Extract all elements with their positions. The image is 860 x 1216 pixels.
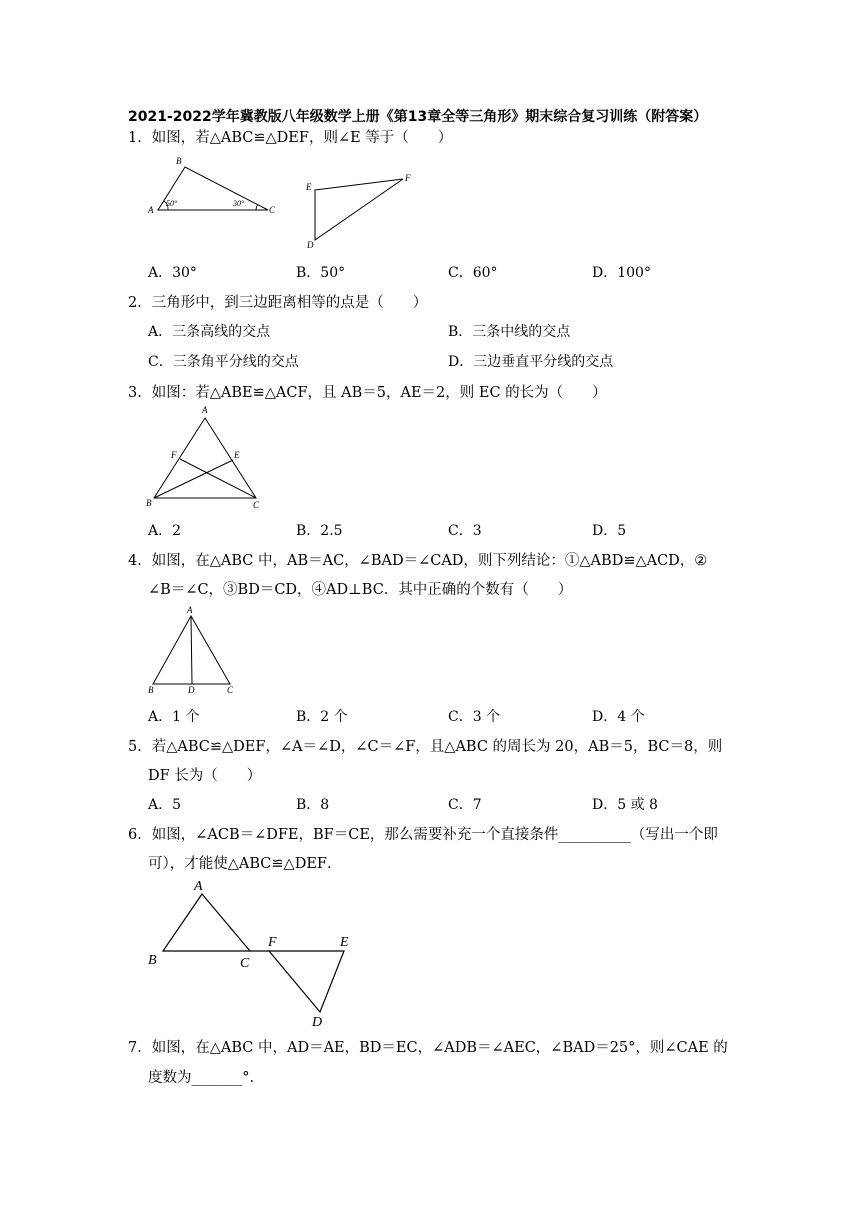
q3-option-b: B．2.5 [296,523,343,539]
q4-label-a: A [187,605,193,615]
q1-label-c: C [269,205,276,215]
q1-angle-a: 50° [166,199,178,208]
q4-option-d: D．4 个 [592,709,645,725]
q1-label-a: A [148,205,154,215]
q1-angle-c: 30° [233,199,245,208]
page-title: 2021-2022学年冀教版八年级数学上册《第13章全等三角形》期末综合复习训练（附答案） [128,109,708,125]
q3-option-c: C．3 [448,523,482,539]
question-4-figure [140,600,250,700]
q6-label-a: A [194,879,203,894]
question-5-stem-line-2: DF 长为（ ） [148,768,262,784]
question-1-figure [140,150,430,260]
q3-label-a: A [202,405,208,415]
q1-option-c: C．60° [448,265,498,281]
q3-label-c: C [253,500,260,510]
q6-label-e: E [340,935,349,950]
q4-label-b: B [148,685,154,695]
q3-option-d: D．5 [592,523,627,539]
q1-option-d: D．100° [592,265,651,281]
question-2-stem: 2．三角形中，到三边距离相等的点是（ ） [128,295,428,311]
q6-label-f: F [268,935,277,950]
question-5-stem-line-1: 5．若△ABC≌△DEF，∠A＝∠D，∠C＝∠F，且△ABC 的周长为 20，AB＝5，BC＝8，则 [128,739,723,755]
q4-label-d: D [188,685,195,695]
q4-label-c: C [227,685,234,695]
q5-option-d: D．5 或 8 [592,797,658,813]
q2-option-b: B．三条中线的交点 [448,324,571,340]
question-6-stem-line-1: 6．如图，∠ACB＝∠DFE，BF＝CE，那么需要补充一个直接条件__________（写出一个即 [128,827,718,843]
question-6-figure [140,872,370,1032]
q4-option-a: A．1 个 [148,709,200,725]
q1-option-a: A．30° [148,265,197,281]
q2-option-d: D．三边垂直平分线的交点 [448,354,614,370]
question-7-stem-line-2: 度数为_______°． [148,1070,264,1086]
q2-option-c: C．三条角平分线的交点 [148,354,299,370]
question-1-stem: 1．如图，若△ABC≌△DEF，则∠E 等于（ ） [128,130,453,146]
q5-option-b: B．8 [296,797,330,813]
question-4-stem-line-1: 4．如图，在△ABC 中，AB＝AC，∠BAD＝∠CAD，则下列结论：①△ABD≌△ACD，② [128,553,708,569]
q1-label-d: D [307,240,314,250]
q3-label-b: B [146,498,152,508]
question-3-figure [140,400,280,515]
q4-option-c: C．3 个 [448,709,501,725]
q6-label-d: D [312,1015,323,1030]
q6-label-c: C [240,956,250,971]
q1-option-b: B．50° [296,265,346,281]
q3-option-a: A．2 [148,523,182,539]
q1-label-e: E [306,182,312,192]
question-3-stem: 3．如图：若△ABE≌△ACF，且 AB＝5，AE＝2，则 EC 的长为（ ） [128,385,607,401]
q2-option-a: A．三条高线的交点 [148,324,271,340]
q6-label-b: B [148,953,157,968]
q5-option-a: A．5 [148,797,182,813]
q5-option-c: C．7 [448,797,482,813]
q3-label-f: F [171,450,177,460]
q4-option-b: B．2 个 [296,709,348,725]
question-6-stem-line-2: 可），才能使△ABC≌△DEF． [148,856,342,872]
q1-label-f: F [405,173,411,183]
question-7-stem-line-1: 7．如图，在△ABC 中，AD＝AE，BD＝EC，∠ADB＝∠AEC，∠BAD＝25°，则∠CAE 的 [128,1040,728,1056]
q1-label-b: B [176,156,182,166]
question-4-stem-line-2: ∠B＝∠C，③BD＝CD，④AD⊥BC．其中正确的个数有（ ） [148,582,573,598]
q3-label-e: E [234,450,240,460]
